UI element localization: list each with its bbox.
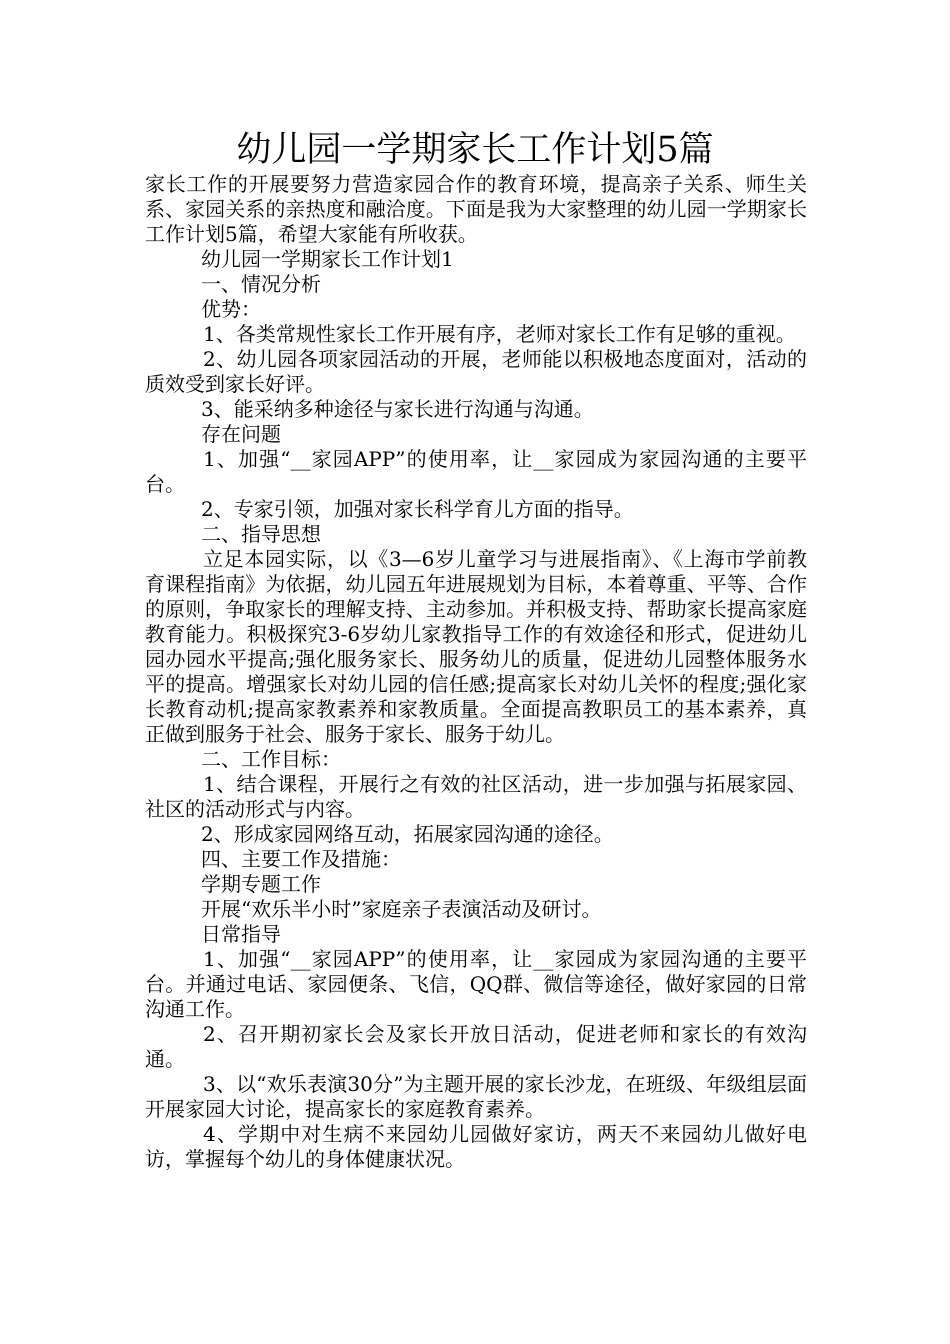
list-item: 3、能采纳多种途径与家长进行沟通与沟通。 [201,397,594,421]
subsection-heading: 学期专题工作 [201,872,321,896]
body-paragraph: 立足本园实际，以《3—6岁儿童学习与进展指南》、《上海市学前教育课程指南》为依据，幼儿园五年进展规划为目标，本着尊重、平等、合作的原则，争取家长的理解支持、主动参加。并积极支持、帮助家长提高家庭教育能力。积极探究3-6岁幼儿家教指导工作的有效途径和形式，促进幼儿园办园水平提高;强化服务家长、服务幼儿的质量，促进幼儿园整体服务水平的提高。增强家长对幼儿园的信任感;提高家长对幼儿关怀的程度;强化家长教育动机;提高家教素养和家教质量。全面提高教职员工的基本素养，真正做到服务于社会、服务于家长、服务于幼儿。 [145,547,807,746]
list-item: 2、形成家园网络互动，拓展家园沟通的途径。 [201,822,614,846]
list-item: 1、加强“__家园APP”的使用率，让__家园成为家园沟通的主要平台。 [145,447,807,496]
list-item: 1、加强“__家园APP”的使用率，让__家园成为家园沟通的主要平台。并通过电话、家园便条、飞信，QQ群、微信等途径，做好家园的日常沟通工作。 [145,947,807,1021]
document-title: 幼儿园一学期家长工作计划5篇 [236,130,714,170]
intro-paragraph: 家长工作的开展要努力营造家园合作的教育环境，提高亲子关系、师生关系、家园关系的亲热度和融洽度。下面是我为大家整理的幼儿园一学期家长工作计划5篇，希望大家能有所收获。 [145,172,807,246]
list-item: 4、学期中对生病不来园幼儿园做好家访，两天不来园幼儿做好电访，掌握每个幼儿的身体健康状况。 [145,1122,807,1171]
subsection-heading: 存在问题 [201,422,281,446]
section-heading: 一、情况分析 [201,272,321,296]
list-item: 2、幼儿园各项家园活动的开展，老师能以积极地态度面对，活动的质效受到家长好评。 [145,347,807,396]
document-body [145,172,807,1172]
list-item: 1、各类常规性家长工作开展有序，老师对家长工作有足够的重视。 [203,322,796,346]
section-heading: 二、指导思想 [201,522,321,546]
list-item: 2、专家引领，加强对家长科学育儿方面的指导。 [201,497,634,521]
body-paragraph: 开展“欢乐半小时”家庭亲子表演活动及研讨。 [201,897,602,921]
subsection-heading: 优势： [201,297,261,321]
plan-heading: 幼儿园一学期家长工作计划1 [201,247,454,271]
list-item: 3、以“欢乐表演30分”为主题开展的家长沙龙，在班级、年级组层面开展家园大讨论，提高家长的家庭教育素养。 [145,1072,807,1121]
section-heading: 二、工作目标： [201,747,341,771]
list-item: 2、召开期初家长会及家长开放日活动，促进老师和家长的有效沟通。 [145,1022,807,1071]
section-heading: 四、主要工作及措施： [201,847,401,871]
subsection-heading: 日常指导 [201,922,281,946]
list-item: 1、结合课程，开展行之有效的社区活动，进一步加强与拓展家园、社区的活动形式与内容。 [145,772,807,821]
